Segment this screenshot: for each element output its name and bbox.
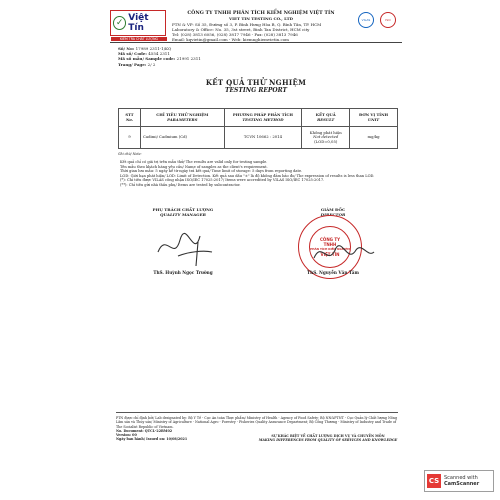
email: Email: kqvietin@gmail.com - Web: kiemnghiemvietin.com — [172, 37, 289, 42]
table-row — [119, 127, 398, 149]
camscanner-line1: Scanned with — [444, 475, 478, 481]
address-en: Laboratory & Office: No. 35, 3st street, Binh Tan District, HCM city — [172, 27, 310, 32]
director-name: ThS. Nguyễn Văn Tâm — [307, 270, 359, 275]
brand-name: Việt Tín — [128, 13, 149, 33]
row-no: 9 — [119, 127, 141, 149]
telephone: Tel: (028) 3813 6056, (028) 3817 7946 - Fax: (028) 3813 7946 — [172, 32, 298, 37]
quality-manager-signature-icon — [148, 222, 218, 272]
report-meta — [118, 46, 201, 67]
col-no: STT No. — [119, 109, 141, 127]
row-method: TCVN 10662 : 2014 — [224, 127, 302, 149]
sample-code-label: Mã số/ Code: — [118, 51, 147, 57]
note-line: Kết quả chỉ có giá trị trên mẫu thử/ The results are valid only for testing sample. — [120, 160, 268, 164]
sample-code: 4554 2311 — [148, 51, 170, 57]
doc-number: No. Document: QTCL-22BM02 — [116, 428, 173, 433]
quality-manager-title: PHỤ TRÁCH CHẤT LƯỢNG QUALITY MANAGER — [152, 207, 214, 217]
sample-no: 21991 2311 — [176, 56, 201, 62]
check-icon: ✓ — [113, 16, 126, 30]
director-signature-icon — [308, 234, 378, 274]
note-line: (**): Chỉ tiêu gửi nhà thầu phụ/ Items are tested by subcontractor. — [120, 182, 241, 187]
header-divider — [110, 42, 402, 43]
address-vi: PTN & VP: Số 35, Đường số 3, P. Bình Hưng Hòa B, Q. Bình Tân, TP. HCM — [172, 22, 322, 27]
iso-seal-icon — [380, 12, 396, 28]
note-line: LOD: Giới hạn phát hiện/ LOD: Limit of Detection. Kết quả sau dấu "±" là độ không đảm bảo đo/ The expression of results is less than LOD. — [120, 173, 375, 178]
brand-tag: KIỂM TRA CHẤT LƯỢNG — [111, 37, 167, 41]
company-name-en: VIET TIN TESTING CO., LTD — [228, 16, 294, 21]
letterhead — [172, 11, 350, 42]
sample-no-label: Mã số mẫu/ Sample code: — [118, 56, 176, 62]
director-title: GIÁM ĐỐC DIRECTOR — [320, 207, 346, 217]
seal1-label: VILAS — [361, 18, 371, 22]
document-page — [108, 8, 404, 492]
report-no: 17989 2311-1/KQ — [135, 46, 172, 51]
vilas-seal-icon — [358, 12, 374, 28]
results-table — [118, 108, 398, 149]
doc-issued: Ngày ban hành/ Issued on: 10/08/2021 — [116, 437, 188, 442]
col-parameters: CHỈ TIÊU THỬ NGHIỆM PARAMETERS — [140, 109, 224, 127]
row-result: Không phát hiện Not detected (LOD=0,05) — [302, 127, 350, 149]
doc-version: Version: 00 — [116, 433, 137, 438]
notes-block — [120, 160, 396, 188]
page-number: 2/ 2 — [147, 61, 156, 67]
table-header-row — [119, 109, 398, 127]
footer-divider — [116, 412, 398, 413]
title-en: TESTING REPORT — [225, 87, 287, 94]
title-vi: KẾT QUẢ THỬ NGHIỆM — [205, 78, 307, 87]
quality-manager-name: ThS. Huỳnh Ngọc Trường — [153, 270, 213, 275]
camscanner-icon: CS — [427, 474, 441, 488]
report-no-label: Số/ No: — [118, 46, 135, 51]
footer-designation: PTN được chỉ định bởi/ Lab designated by: Bộ Y Tế - Cục An toàn Thực phẩm/ Ministry of Health - Agency of Food Safety; Bộ NN&PTNT - Cục Quản lý Chất lượng Nông Lâm sản và Thủy sản/ Ministry of Agriculture - National Agro - Forestry - Fisheries Quality Assurance Department; Bộ Công Thương - Ministry of Industry and Trade of The Socialist Republic of Vietnam. — [116, 416, 398, 429]
note-line: Tên mẫu theo khách hàng yêu cầu/ Name of samples as the client's requirement. — [120, 164, 268, 169]
report-title — [108, 78, 404, 94]
col-method: PHƯƠNG PHÁP PHÂN TÍCH TESTING METHOD — [224, 109, 302, 127]
company-logo — [110, 10, 166, 41]
note-line: Thời gian lưu mẫu: 5 ngày kể từ ngày trả kết quả/ Time limit of storage: 5 days from reporting date. — [120, 169, 303, 174]
row-parameter: Cadimi/ Cadmium (Cd) — [140, 127, 224, 149]
col-unit: ĐƠN VỊ TÍNH UNIT — [350, 109, 398, 127]
col-result: KẾT QUẢ RESULT — [302, 109, 350, 127]
company-stamp-icon: CÔNG TY TNHH PHÂN TÍCH KIỂM NGHIỆM VIỆT TÍN — [298, 215, 362, 279]
camscanner-badge — [424, 470, 494, 492]
table-footnote: Ghi chú/ Note: — [118, 152, 142, 156]
camscanner-line2: CamScanner — [444, 481, 480, 487]
row-unit: mg/kg — [350, 127, 398, 149]
note-line: (*): Chỉ tiêu được VILAS công nhận ISO/IEC 17025:2017/ Items were accredited by VILAS ISO/IEC 17025:2017. — [120, 178, 325, 183]
company-name-vi: CÔNG TY TNHH PHÂN TÍCH KIỂM NGHIỆM VIỆT TÍN — [187, 10, 335, 16]
seal2-label: ISO — [385, 18, 391, 22]
page-label: Trang/ Page: — [118, 61, 147, 67]
footer-slogan: SỰ KHÁC BIỆT VỀ CHẤT LƯỢNG DỊCH VỤ VÀ CHUYÊN MÔN MAKING DIFFERENCES FROM QUALITY OF SERVICES AND KNOWLEDGE — [258, 434, 398, 443]
